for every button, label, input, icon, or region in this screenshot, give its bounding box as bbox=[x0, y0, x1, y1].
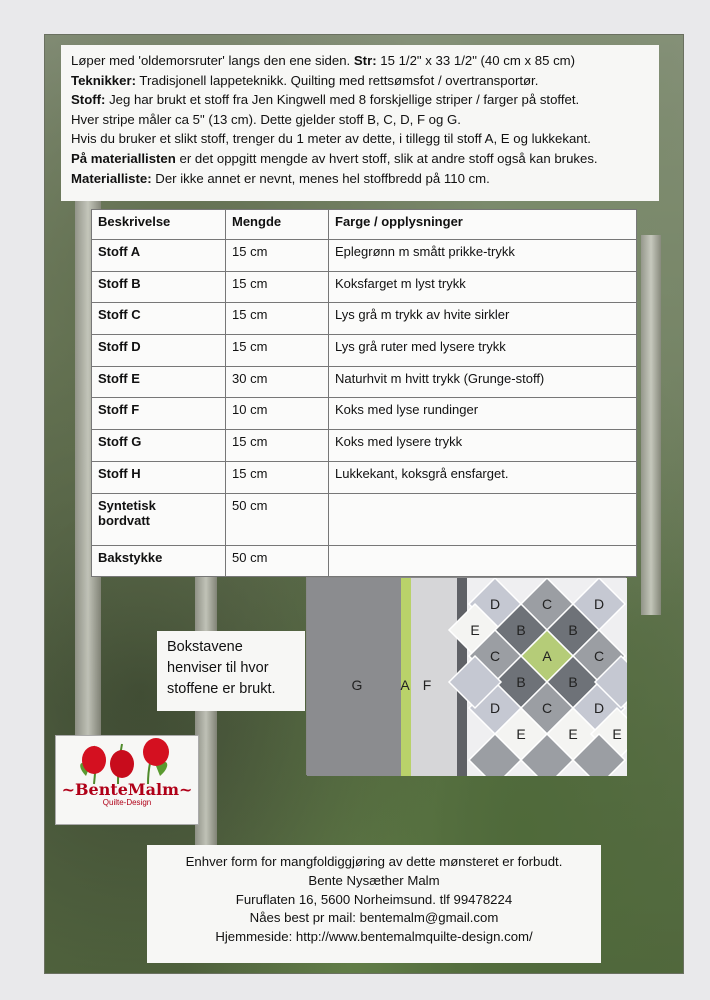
table-row bbox=[92, 335, 637, 367]
cell-info: Koks med lyse rundinger bbox=[329, 398, 637, 430]
quilt-layout-diagram bbox=[306, 577, 626, 775]
table-row bbox=[92, 461, 637, 493]
diamond-label: D bbox=[489, 596, 501, 612]
stripe-f bbox=[411, 578, 457, 776]
material-table bbox=[91, 209, 637, 577]
cell-description: Syntetisk bordvatt bbox=[92, 493, 226, 545]
diamond-label: C bbox=[593, 648, 605, 664]
cell-description: Stoff A bbox=[92, 240, 226, 272]
intro-line-6: På materiallisten er det oppgitt mengde av hvert stoff, slik at andre stoff også kan brukes. bbox=[71, 150, 598, 166]
intro-line-4: Hver stripe måler ca 5" (13 cm). Dette gjelder stoff B, C, D, F og G. bbox=[71, 111, 461, 127]
diamond-label: D bbox=[489, 700, 501, 716]
tulip-icon bbox=[56, 736, 200, 786]
diamond-label: E bbox=[612, 726, 622, 742]
header-color-info: Farge / opplysninger bbox=[329, 210, 637, 240]
logo bbox=[55, 735, 199, 825]
stripe-label-g: G bbox=[351, 677, 363, 693]
letter-explanation-box: Bokstavene henviser til hvor stoffene er brukt. bbox=[157, 631, 305, 711]
pattern-page bbox=[44, 34, 684, 974]
diamond-label: D bbox=[593, 700, 605, 716]
author-address: Furuflaten 16, 5600 Norheimsund. tlf 99478224 bbox=[235, 891, 513, 907]
cell-amount: 15 cm bbox=[226, 271, 329, 303]
diamond-label: B bbox=[516, 674, 526, 690]
cell-description: Stoff G bbox=[92, 430, 226, 462]
cell-amount: 15 cm bbox=[226, 430, 329, 462]
table-row bbox=[92, 271, 637, 303]
intro-line-1: Løper med 'oldemorsruter' langs den ene siden. Str: 15 1/2" x 33 1/2" (40 cm x 85 cm) bbox=[71, 53, 576, 68]
table-row bbox=[92, 366, 637, 398]
cell-info: Eplegrønn m smått prikke-trykk bbox=[329, 240, 637, 272]
cell-amount: 10 cm bbox=[226, 398, 329, 430]
tree-trunk-right bbox=[641, 235, 661, 615]
copyright-notice: Enhver form for mangfoldiggjøring av dette mønsteret er forbudt. bbox=[185, 854, 563, 869]
cell-amount: 15 cm bbox=[226, 240, 329, 272]
logo-name: ~BenteMalm~ bbox=[61, 780, 193, 799]
intro-line-5: Hvis du bruker et slikt stoff, trenger du 1 meter av dette, i tillegg til stoff A, E og lukkekant. bbox=[71, 131, 591, 147]
cell-description: Bakstykke bbox=[92, 545, 226, 577]
table-row bbox=[92, 545, 637, 577]
cell-description: Stoff F bbox=[92, 398, 226, 430]
header-amount: Mengde bbox=[226, 210, 329, 240]
cell-amount: 15 cm bbox=[226, 303, 329, 335]
cell-amount: 15 cm bbox=[226, 461, 329, 493]
table-row bbox=[92, 240, 637, 272]
logo-tagline: Quilte-Design bbox=[102, 798, 152, 807]
diamond-label: E bbox=[516, 726, 526, 742]
cell-amount: 50 cm bbox=[226, 545, 329, 577]
diamond-label: B bbox=[568, 622, 578, 638]
diamond-label: B bbox=[516, 622, 526, 638]
cell-info bbox=[329, 493, 637, 545]
header-description: Beskrivelse bbox=[92, 210, 226, 240]
cell-info: Koks med lysere trykk bbox=[329, 430, 637, 462]
quilt-diagram-svg bbox=[307, 578, 627, 776]
table-header-row bbox=[92, 210, 637, 240]
diamond-label: E bbox=[568, 726, 578, 742]
cell-amount: 30 cm bbox=[226, 366, 329, 398]
author-name: Bente Nysæther Malm bbox=[308, 872, 440, 888]
cell-info: Lukkekant, koksgrå ensfarget. bbox=[329, 461, 637, 493]
cell-amount: 15 cm bbox=[226, 335, 329, 367]
cell-description: Stoff H bbox=[92, 461, 226, 493]
stripe-label-f: F bbox=[422, 677, 432, 693]
stripe-label-a: A bbox=[400, 677, 410, 693]
contact-footer-box bbox=[147, 845, 601, 963]
cell-info bbox=[329, 545, 637, 577]
cell-info: Lys grå m trykk av hvite sirkler bbox=[329, 303, 637, 335]
cell-info: Lys grå ruter med lysere trykk bbox=[329, 335, 637, 367]
table-row bbox=[92, 303, 637, 335]
cell-description: Stoff E bbox=[92, 366, 226, 398]
table-row bbox=[92, 398, 637, 430]
cell-info: Naturhvit m hvitt trykk (Grunge-stoff) bbox=[329, 366, 637, 398]
diamond-label: D bbox=[593, 596, 605, 612]
intro-line-3: Stoff: Jeg har brukt et stoff fra Jen Kingwell med 8 forskjellige striper / farger på stoffet. bbox=[71, 92, 580, 108]
cell-description: Stoff C bbox=[92, 303, 226, 335]
cell-info: Koksfarget m lyst trykk bbox=[329, 271, 637, 303]
table-row bbox=[92, 493, 637, 545]
intro-text-box bbox=[61, 45, 659, 201]
intro-line-2: Teknikker: Tradisjonell lappeteknikk. Quilting med rettsømsfot / overtransportør. bbox=[71, 72, 539, 88]
diamond-label: C bbox=[489, 648, 501, 664]
author-email: Nåes best pr mail: bentemalm@gmail.com bbox=[249, 910, 499, 926]
diamond-label: B bbox=[568, 674, 578, 690]
table-row bbox=[92, 430, 637, 462]
diamond-label: A bbox=[542, 648, 552, 664]
author-website: Hjemmeside: http://www.bentemalmquilte-design.com/ bbox=[215, 929, 533, 945]
cell-description: Stoff B bbox=[92, 271, 226, 303]
intro-line-7: Materialliste: Der ikke annet er nevnt, menes hel stoffbredd på 110 cm. bbox=[71, 170, 490, 186]
cell-description: Stoff D bbox=[92, 335, 226, 367]
diamond-label: C bbox=[541, 596, 553, 612]
diamond-label: C bbox=[541, 700, 553, 716]
diamond-label: E bbox=[470, 622, 480, 638]
cell-amount: 50 cm bbox=[226, 493, 329, 545]
